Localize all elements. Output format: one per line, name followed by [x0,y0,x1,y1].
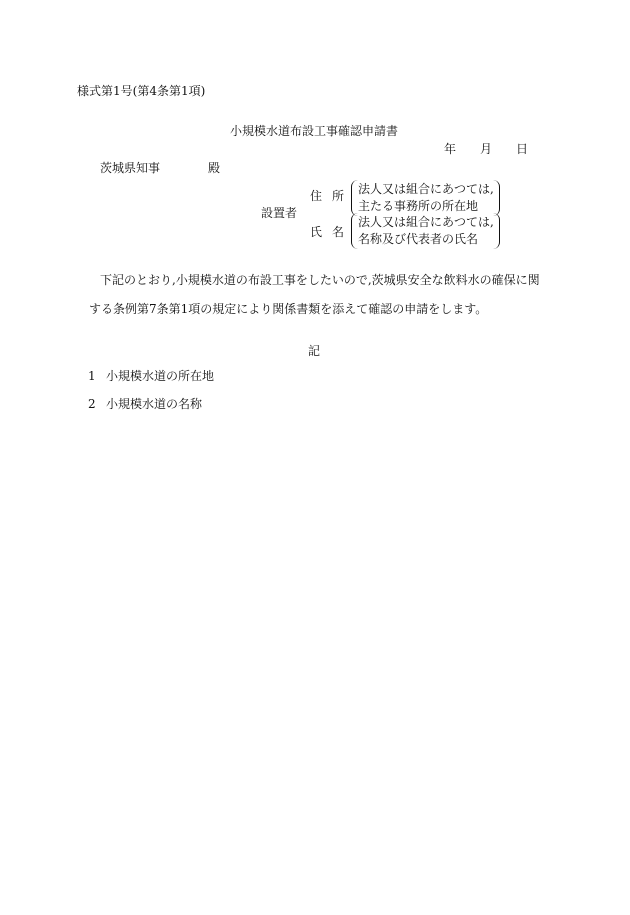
date-day-label: 日 [516,142,529,156]
honorific: 殿 [208,161,221,175]
list-item-number: 2 [88,397,96,411]
address-note-line1: 法人又は組合にあつては, [358,182,494,196]
installer-label: 設置者 [261,206,298,220]
name-note-line2: 名称及び代表者の氏名 [358,232,479,246]
list-item [88,369,214,383]
list-item-text: 小規模水道の所在地 [106,369,215,383]
document-title: 小規模水道布設工事確認申請書 [230,124,399,138]
name-note-bracket [351,213,500,249]
body-text-line2: する条例第7条第1項の規定により関係書類を添えて確認の申請をします。 [89,302,488,316]
name-note-line1: 法人又は組合にあつては, [358,215,494,229]
date-month-label: 月 [480,142,493,156]
list-item-number: 1 [88,369,96,383]
form-number: 様式第1号(第4条第1項) [77,84,206,98]
address-label: 住所 [310,189,355,203]
date-year-label: 年 [444,142,457,156]
name-label: 氏名 [310,225,355,239]
list-item-text: 小規模水道の名称 [106,397,203,411]
address-note-line2: 主たる事務所の所在地 [358,199,479,213]
addressee: 茨城県知事 [100,161,161,175]
address-note-bracket [351,180,500,216]
ki-heading: 記 [308,344,321,358]
list-item [88,397,202,411]
body-text-line1: 下記のとおり,小規模水道の布設工事をしたいので,茨城県安全な飲料水の確保に関 [100,273,540,287]
